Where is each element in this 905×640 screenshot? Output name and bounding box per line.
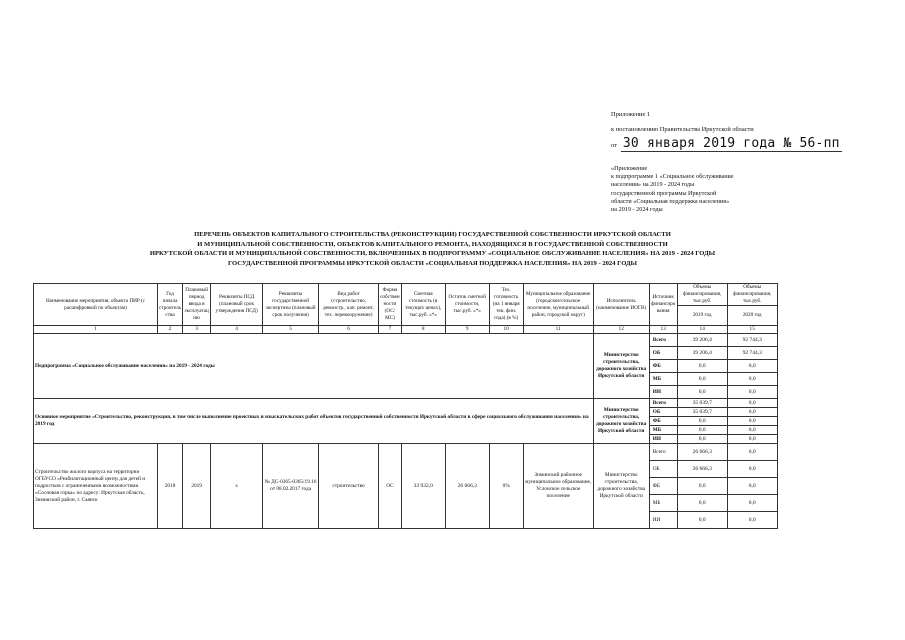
object-2019-fb: 0,0 — [677, 478, 727, 495]
header-name: Наименование мероприятия, объекта ПИР (с расшифровкой по объектам) — [34, 284, 158, 326]
object-2019-total: 26 666,3 — [677, 444, 727, 461]
object-2020-total: 0,0 — [727, 444, 777, 461]
col-number: 2 — [158, 326, 183, 334]
decree-date: 30 января 2019 года № 56-пп — [622, 136, 840, 151]
col-number: 3 — [183, 326, 211, 334]
source-ob: ОБ — [649, 347, 677, 360]
header-year-2020: 2020 год — [727, 306, 777, 326]
object-2020-ob: 0,0 — [727, 461, 777, 478]
object-2019-mb: 0,0 — [677, 495, 727, 512]
object-expertise: № ДС-0365-0365/19.16 от 08.02.2017 года — [263, 444, 319, 529]
object-name: Строительство жилого корпуса на территории ОГБУСО «Реабилитационный центр для детей и подростков с ограниченными возможностями «Сосновая горка» по адресу: Иркутская область, Зиминский район, г. Саянск — [34, 444, 158, 529]
measure-2020-total: 0,0 — [727, 399, 777, 408]
appendix-line: населения» на 2019 - 2024 годы — [611, 181, 695, 189]
col-number: 13 — [649, 326, 677, 334]
appendix-line: «Приложение — [611, 165, 648, 172]
col-number: 12 — [593, 326, 649, 334]
col-number: 7 — [379, 326, 402, 334]
appendix-line: на 2019 - 2024 годы — [611, 206, 663, 214]
col-number: 1 — [34, 326, 158, 334]
subprogram-2020-fb: 0,0 — [727, 360, 777, 373]
col-number: 9 — [445, 326, 489, 334]
title-line: И МУНИЦИПАЛЬНОЙ СОБСТВЕННОСТИ, ОБЪЕКТОВ КАПИТАЛЬНОГО РЕМОНТА, НАХОДЯЩИХСЯ В ГОСУДАРСТВЕННОЙ СОБСТВЕННОСТИ — [197, 240, 668, 248]
source-fb: ФБ — [649, 417, 677, 426]
source-total: Всего — [649, 444, 677, 461]
header-ownership: Форма собствен ности (ОС/МС) — [379, 284, 402, 326]
col-number: 15 — [727, 326, 777, 334]
object-remainder: 26 666,3 — [445, 444, 489, 529]
source-mb: МБ — [649, 373, 677, 386]
object-ownership: ОС — [379, 444, 402, 529]
source-ii: ИИ — [649, 435, 677, 444]
decree-line — [611, 134, 891, 152]
source-ob: ОБ — [649, 461, 677, 478]
subprogram-executor: Министерство строительства, дорожного хозяйства Иркутской области — [593, 334, 649, 399]
source-mb: МБ — [649, 426, 677, 435]
header-readiness: Тех. готовность (на 1 января тек. фин. года) (в %) — [489, 284, 523, 326]
subprogram-2019-fb: 0,0 — [677, 360, 727, 373]
measure-2019-ob: 35 039,7 — [677, 408, 727, 417]
object-2019-ob: 26 666,3 — [677, 461, 727, 478]
title-line: ПЕРЕЧЕНЬ ОБЪЕКТОВ КАПИТАЛЬНОГО СТРОИТЕЛЬСТВА (РЕКОНСТРУКЦИИ) ГОСУДАРСТВЕННОЙ СОБСТВЕННОСТИ ИРКУТСКОЙ ОБЛАСТИ — [194, 231, 671, 238]
object-work-type: строительство — [319, 444, 379, 529]
header-expertise: Реквизиты государственной экспертизы (плановый срок получения) — [263, 284, 319, 326]
document-title — [40, 230, 825, 268]
appendix-line: к подпрограмме 1 «Социальное обслуживание — [611, 173, 734, 181]
measure-name: Основное мероприятие «Строительство, реконструкция, в том числе выполнение проектных и изыскательских работ объектов государственной собственности Иркутской области в сфере социального обслуживания населения» на 2019 год — [34, 399, 594, 444]
object-estimate: 33 932,0 — [401, 444, 445, 529]
measure-2019-mb: 0,0 — [677, 426, 727, 435]
col-number: 6 — [319, 326, 379, 334]
measure-2019-fb: 0,0 — [677, 417, 727, 426]
object-2020-ii: 0,0 — [727, 512, 777, 529]
appendix-line: государственной программы Иркутской — [611, 189, 717, 197]
source-ii: ИИ — [649, 386, 677, 399]
header-source: Источник финансиро вания — [649, 284, 677, 326]
col-number: 10 — [489, 326, 523, 334]
object-2019-ii: 0,0 — [677, 512, 727, 529]
measure-2020-ii: 0,0 — [727, 435, 777, 444]
header-work-type: Вид работ (строительство, реконстр., кап. ремонт, тех. перевооружение) — [319, 284, 379, 326]
object-executor: Министерство строительства, дорожного хозяйства Иркутской области — [593, 444, 649, 529]
title-line: ГОСУДАРСТВЕННОЙ ПРОГРАММЫ ИРКУТСКОЙ ОБЛАСТИ «СОЦИАЛЬНАЯ ПОДДЕРЖКА НАСЕЛЕНИЯ» НА 2019 - 2024 ГОДЫ — [228, 259, 637, 267]
appendix-line: области «Социальная поддержка населения» — [611, 197, 730, 205]
source-ob: ОБ — [649, 408, 677, 417]
subprogram-2020-ii: 0,0 — [727, 386, 777, 399]
header-executor: Исполнитель (наименование ИОГВ) — [593, 284, 649, 326]
subprogram-2019-total: 39 206,4 — [677, 334, 727, 347]
object-municipality: Зиминский районное муниципальное образование, Услонское сельское поселение — [523, 444, 593, 529]
source-fb: ФБ — [649, 360, 677, 373]
subprogram-2019-ii: 0,0 — [677, 386, 727, 399]
source-mb: МБ — [649, 495, 677, 512]
subprogram-2020-mb: 0,0 — [727, 373, 777, 386]
measure-2020-fb: 0,0 — [727, 417, 777, 426]
col-number: 5 — [263, 326, 319, 334]
object-2020-fb: 0,0 — [727, 478, 777, 495]
annex-title: Приложение 1 — [611, 111, 651, 118]
source-fb: ФБ — [649, 478, 677, 495]
measure-2020-mb: 0,0 — [727, 426, 777, 435]
decree-prefix: от — [611, 142, 617, 149]
subprogram-2019-mb: 0,0 — [677, 373, 727, 386]
measure-2019-ii: 0,0 — [677, 435, 727, 444]
object-start-year: 2018 — [158, 444, 183, 529]
header-volume-2020: Объемы финансирования, тыс.руб. — [727, 284, 777, 306]
col-number: 8 — [401, 326, 445, 334]
measure-2020-ob: 0,0 — [727, 408, 777, 417]
header-municipality: Муниципальное образование (городское/сельское поселение, муниципальный район, городской округ) — [523, 284, 593, 326]
col-number: 14 — [677, 326, 727, 334]
header-commission: Плановый период ввода в эксплуатац ию — [183, 284, 211, 326]
object-commission: 2019 — [183, 444, 211, 529]
header-psd: Реквизиты ПСД (плановый срок утверждения ПСД) — [211, 284, 263, 326]
annex-decree-ref: к постановлению Правительства Иркутской области — [611, 126, 754, 133]
subprogram-2019-ob: 39 206,4 — [677, 347, 727, 360]
measure-executor: Министерство строительства, дорожного хозяйства Иркутской области — [593, 399, 649, 444]
subprogram-2020-total: 92 744,3 — [727, 334, 777, 347]
object-psd: x — [211, 444, 263, 529]
annex-header — [611, 110, 871, 134]
object-2020-mb: 0,0 — [727, 495, 777, 512]
col-number: 4 — [211, 326, 263, 334]
header-year-2019: 2019 год — [677, 306, 727, 326]
subprogram-2020-ob: 92 744,3 — [727, 347, 777, 360]
object-readiness: 0% — [489, 444, 523, 529]
header-volume-2019: Объемы финансирования, тыс.руб. — [677, 284, 727, 306]
source-total: Всего — [649, 399, 677, 408]
objects-table — [33, 283, 778, 529]
source-ii: ИИ — [649, 512, 677, 529]
col-number: 11 — [523, 326, 593, 334]
header-estimate: Сметная стоимость (в текущих ценах), тыс.руб. «*» — [401, 284, 445, 326]
measure-2019-total: 35 039,7 — [677, 399, 727, 408]
title-line: ИРКУТСКОЙ ОБЛАСТИ И МУНИЦИПАЛЬНОЙ СОБСТВЕННОСТИ, ВКЛЮЧЕННЫХ В ПОДПРОГРАММУ «СОЦИАЛЬНОЕ ОБСЛУЖИВАНИЕ НАСЕЛЕНИЯ» НА 2019 - 2024 ГОДЫ — [149, 250, 716, 258]
header-remainder: Остаток сметной стоимости, тыс.руб. «*» — [445, 284, 489, 326]
source-total: Всего — [649, 334, 677, 347]
subprogram-name: Подпрограмма «Социальное обслуживание населения» на 2019 - 2024 годы — [34, 334, 594, 399]
appendix-note — [611, 165, 811, 214]
header-start-year: Год начала строитель ства — [158, 284, 183, 326]
